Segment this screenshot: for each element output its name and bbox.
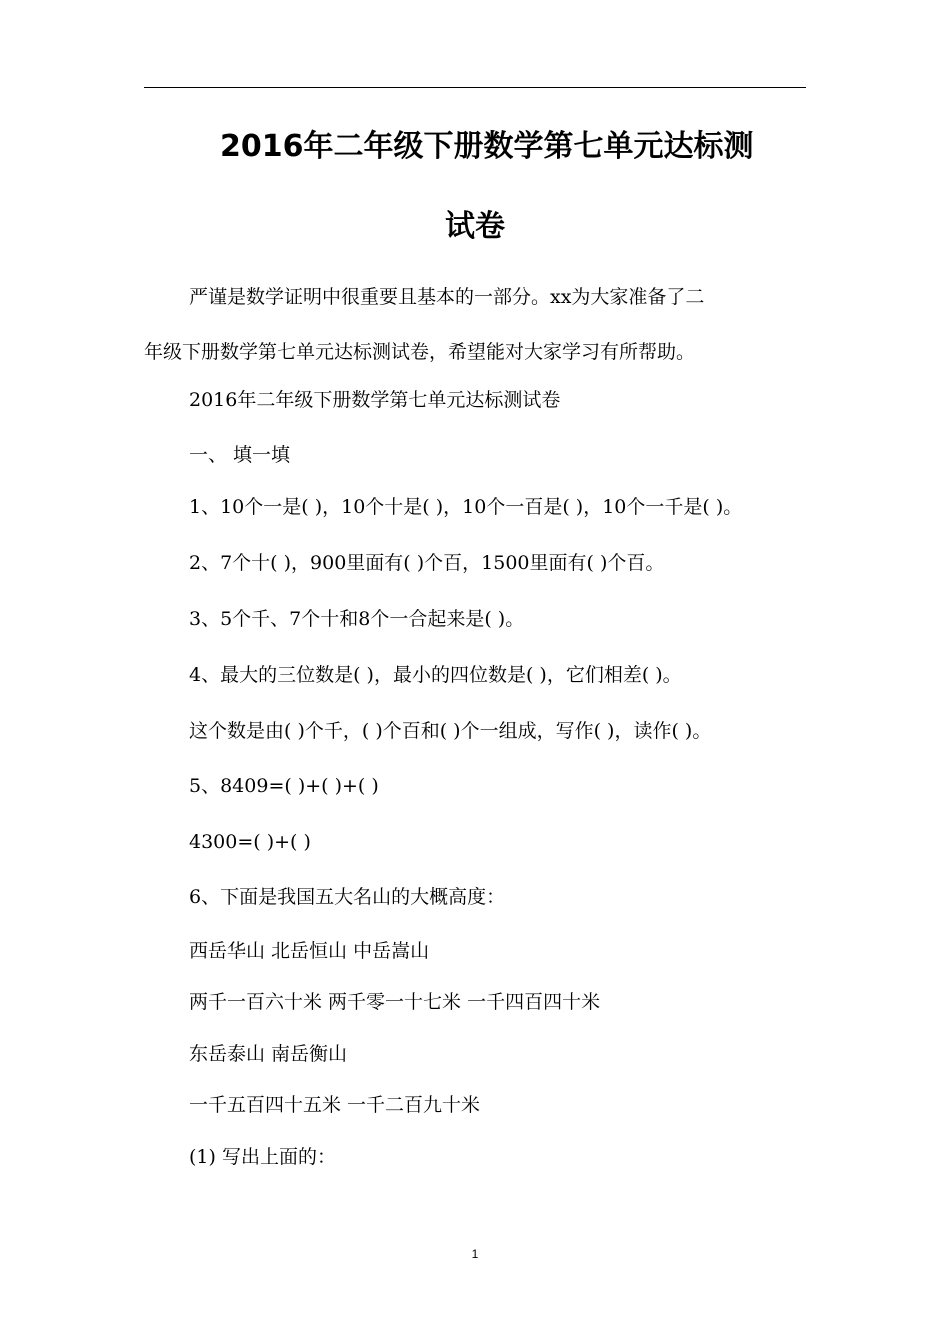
mountain-names-row-1: 西岳华山 北岳恒山 中岳嵩山 (189, 940, 430, 962)
mountain-heights-row-2: 一千五百四十五米 一千二百九十米 (189, 1094, 481, 1116)
document-title-line-1: 2016年二年级下册数学第七单元达标测 (220, 129, 754, 164)
intro-line-2: 年级下册数学第七单元达标测试卷，希望能对大家学习有所帮助。 (144, 341, 696, 363)
section-heading: 一、 填一填 (189, 444, 291, 466)
question-6: 6、下面是我国五大名山的大概高度： (189, 886, 506, 908)
question-3: 3、5个千、7个十和8个一合起来是( )。 (189, 608, 525, 630)
question-2: 2、7个十( )，900里面有( )个百，1500里面有( )个百。 (189, 552, 665, 574)
question-4-continued: 这个数是由( )个千，( )个百和( )个一组成，写作( )，读作( )。 (189, 720, 712, 742)
question-1: 1、10个一是( )，10个十是( )，10个一百是( )，10个一千是( )。 (189, 496, 743, 518)
question-6-part-1: (1) 写出上面的： (189, 1146, 336, 1168)
question-4: 4、最大的三位数是( )，最小的四位数是( )，它们相差( )。 (189, 664, 682, 686)
question-5-continued: 4300=( )+( ) (189, 831, 311, 853)
intro-line-1: 严谨是数学证明中很重要且基本的一部分。xx为大家准备了二 (189, 286, 705, 308)
mountain-heights-row-1: 两千一百六十米 两千零一十七米 一千四百四十米 (189, 991, 601, 1013)
question-5: 5、8409=( )+( )+( ) (189, 775, 379, 797)
mountain-names-row-2: 东岳泰山 南岳衡山 (189, 1043, 348, 1065)
document-title-line-2: 试卷 (445, 209, 505, 244)
header-rule (144, 87, 806, 88)
page-number: 1 (471, 1247, 479, 1261)
subtitle-line: 2016年二年级下册数学第七单元达标测试卷 (189, 389, 561, 411)
